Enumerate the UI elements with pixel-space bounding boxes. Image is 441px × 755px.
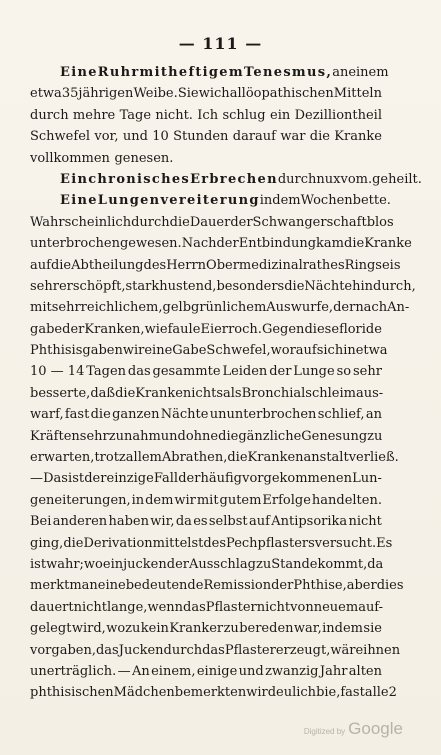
text-line	[30, 533, 393, 554]
word: handelten.	[311, 492, 382, 508]
word: geneiterungen,	[30, 492, 131, 508]
word: war,	[293, 621, 322, 637]
word: genesen.	[114, 150, 174, 166]
word: der	[84, 471, 107, 487]
word: Sie	[177, 86, 199, 102]
word: wich	[198, 86, 230, 102]
word: selbst	[208, 514, 248, 530]
word: —	[30, 471, 43, 487]
word: eine	[97, 578, 126, 594]
word: merkt	[30, 578, 70, 594]
word: auf	[30, 257, 51, 273]
word: Fall	[153, 471, 179, 487]
word: einzige	[106, 471, 154, 487]
word: Herrn	[166, 257, 207, 273]
word: indem	[322, 621, 363, 637]
text-line	[30, 212, 394, 233]
word: durch	[131, 214, 170, 230]
word: mit	[139, 65, 169, 80]
page-number: — 111 —	[178, 34, 263, 53]
word: erschöpft,	[58, 278, 126, 294]
word: nicht.	[155, 107, 193, 123]
word: Kranken,	[84, 321, 145, 337]
word: von	[290, 599, 314, 615]
text-line	[30, 105, 382, 126]
word: besserte,	[30, 385, 91, 401]
word: 10 — 14	[30, 364, 85, 380]
word: gelegt	[30, 621, 72, 637]
text-line	[30, 661, 382, 682]
word: Gegen	[261, 321, 305, 337]
word: und	[238, 663, 264, 679]
text-line	[30, 468, 382, 489]
word: kommt,	[317, 556, 368, 572]
word: ging,	[30, 535, 64, 551]
text-line	[30, 233, 412, 254]
text-line	[30, 83, 382, 104]
word: einem,	[151, 663, 196, 679]
word: Wochenbette.	[300, 193, 391, 209]
word: Eine	[60, 65, 98, 80]
word: der	[62, 321, 85, 337]
word: durch	[163, 642, 203, 658]
word: etwa	[355, 343, 388, 359]
word: allöopathischen	[229, 86, 334, 102]
word: wozu	[106, 621, 141, 637]
word: Abrathen,	[161, 450, 228, 466]
word: wahr;	[46, 556, 84, 572]
word: Ich	[197, 107, 219, 123]
word: Dauer	[189, 214, 231, 230]
word: Stande	[271, 556, 318, 572]
word: und	[160, 428, 186, 444]
word: der	[269, 364, 292, 380]
word: der	[271, 578, 294, 594]
word: so	[336, 364, 352, 380]
word: anderen	[52, 514, 108, 530]
word: sie	[363, 621, 382, 637]
word: Genesung	[301, 428, 368, 444]
word: dauert	[30, 599, 74, 615]
word: Jahr	[319, 663, 348, 679]
word: Nächte	[160, 407, 209, 423]
word: sehr	[30, 278, 59, 294]
word: trotz	[94, 450, 126, 466]
word: sehr	[79, 428, 109, 444]
word: floride	[339, 321, 382, 337]
word: wenn	[147, 599, 184, 615]
word: Jucken	[118, 642, 164, 658]
word: mit	[196, 492, 219, 508]
word: die	[169, 214, 190, 230]
word: wir	[174, 492, 196, 508]
word: erzeugt,	[275, 642, 331, 658]
word: Leiden	[222, 364, 268, 380]
word: Erbrechen	[190, 171, 278, 187]
word: aber	[346, 578, 377, 594]
word: einige	[196, 663, 238, 679]
word: Ruhr	[97, 65, 140, 80]
word: Dezilliontheil	[294, 107, 382, 123]
word: Kranke	[364, 236, 412, 252]
word: gewesen.	[119, 236, 182, 252]
word: worauf	[270, 343, 317, 359]
word: die	[115, 385, 136, 401]
word: nach	[355, 300, 388, 316]
word: das	[202, 642, 225, 658]
word: etwa	[30, 86, 62, 102]
word: 35jährigen	[61, 86, 134, 102]
word: des	[203, 535, 227, 551]
word: dem	[145, 492, 174, 508]
word: Antipsorika	[271, 514, 348, 530]
word: Lun-	[352, 471, 382, 487]
word: reichlichem,	[80, 300, 163, 316]
text-line	[30, 575, 404, 596]
word: bie,	[316, 685, 341, 701]
word: eine	[144, 343, 173, 359]
word: Bei	[30, 514, 52, 530]
word: das	[95, 642, 119, 658]
word: deulich	[267, 685, 317, 701]
word: sehr	[352, 364, 382, 380]
word: sehr	[51, 300, 81, 316]
word: 10	[152, 129, 169, 145]
text-line	[30, 297, 410, 318]
text-line	[30, 511, 382, 532]
word: fast	[64, 407, 90, 423]
word: stark	[125, 278, 160, 294]
word: die	[309, 129, 330, 145]
word: Pechpflasters	[226, 535, 315, 551]
text-line	[30, 319, 382, 340]
word: des	[143, 257, 167, 273]
word: vor,	[94, 129, 119, 145]
word: wir	[246, 685, 268, 701]
word: Nach	[181, 236, 217, 252]
word: gutem	[219, 492, 262, 508]
word: roch.	[228, 321, 262, 337]
word: vollkommen	[30, 150, 110, 166]
word: Phthise,	[293, 578, 347, 594]
word: fast	[340, 685, 365, 701]
word: Remission	[203, 578, 272, 594]
word: neuem	[313, 599, 359, 615]
word: hustend,	[159, 278, 217, 294]
word: auf	[248, 514, 270, 530]
word: wo	[83, 556, 103, 572]
word: allem	[125, 450, 162, 466]
word: hindurch,	[352, 278, 416, 294]
word: Ein	[60, 171, 89, 187]
word: Tage	[119, 107, 152, 123]
word: Lunge	[293, 364, 335, 380]
word: geheilt.	[372, 171, 422, 187]
word: zu	[255, 556, 272, 572]
word: Weibe.	[133, 86, 178, 102]
word: ihnen	[363, 642, 401, 658]
text-line	[30, 404, 382, 425]
word: häufig	[200, 471, 243, 487]
word: dem	[272, 193, 301, 209]
word: nicht	[73, 599, 107, 615]
word: erwarten,	[30, 450, 95, 466]
word: alle	[364, 685, 389, 701]
word: Wahrscheinlich	[30, 214, 132, 230]
word: lange,	[107, 599, 148, 615]
word: die	[63, 535, 84, 551]
word: wie	[144, 321, 168, 337]
word: die	[227, 450, 248, 466]
text-line	[30, 490, 382, 511]
word: Abtheilung	[71, 257, 144, 273]
word: es	[193, 514, 208, 530]
word: diese	[304, 321, 340, 337]
word: das	[127, 364, 151, 380]
word: Entbindung	[238, 236, 317, 252]
word: Kräften	[30, 428, 80, 444]
word: schlief,	[317, 407, 365, 423]
word: auf-	[358, 599, 384, 615]
word: Ringseis	[344, 257, 401, 273]
word: und	[122, 129, 148, 145]
word: durch	[30, 107, 69, 123]
word: Tenesmus,	[243, 65, 333, 80]
word: ein	[270, 107, 291, 123]
text-line	[30, 276, 416, 297]
word: Krankenanstalt	[247, 450, 349, 466]
word: Stunden	[173, 129, 229, 145]
word: Mitteln	[333, 86, 382, 102]
word: zu	[223, 621, 239, 637]
word: die	[50, 257, 72, 273]
word: Kranke	[334, 129, 382, 145]
word: dies	[376, 578, 404, 594]
word: Schwefel	[30, 129, 91, 145]
word: kein	[140, 621, 169, 637]
word: unterbrochen	[30, 236, 120, 252]
word: Schwangerschaft	[252, 214, 367, 230]
word: Erfolge	[262, 492, 311, 508]
word: Das	[43, 471, 68, 487]
word: sich	[316, 343, 344, 359]
word: haben	[108, 514, 149, 530]
word: nichts	[182, 385, 223, 401]
word: Eine	[60, 193, 98, 209]
word: in	[131, 492, 145, 508]
word: phthisischen	[30, 685, 114, 701]
word: bereden	[239, 621, 294, 637]
word: der	[178, 471, 201, 487]
word: 2	[388, 685, 397, 701]
word: bemerkten	[174, 685, 247, 701]
word: Auswurfe,	[266, 300, 334, 316]
word: mit	[30, 300, 52, 316]
word: aus-	[355, 385, 384, 401]
word: unerträglich.	[30, 663, 117, 679]
word: gabe	[30, 321, 63, 337]
watermark-prefix: Digitized by	[303, 727, 346, 736]
word: vorgekommenen	[242, 471, 352, 487]
text-line	[30, 426, 382, 447]
text-line	[30, 255, 401, 276]
word: An	[131, 663, 150, 679]
word: verließ.	[348, 450, 399, 466]
word: ein	[102, 556, 124, 572]
word: in	[343, 343, 356, 359]
body-text	[30, 62, 422, 704]
word: die	[344, 236, 365, 252]
word: Phthisis	[30, 343, 83, 359]
text-line	[30, 682, 397, 703]
text-line	[30, 447, 399, 468]
word: die	[90, 407, 111, 423]
word: alten	[348, 663, 382, 679]
word: Gabe	[172, 343, 207, 359]
digitized-watermark	[304, 719, 403, 739]
word: durch	[277, 171, 317, 187]
word: der	[333, 300, 356, 316]
word: wir	[122, 343, 145, 359]
word: mittelst	[152, 535, 204, 551]
word: Pflaster	[205, 599, 257, 615]
word: juckender	[123, 556, 189, 572]
word: gänzliche	[238, 428, 302, 444]
text-line	[30, 340, 388, 361]
word: faule	[167, 321, 201, 337]
word: Nächte	[304, 278, 353, 294]
word: kam	[316, 236, 344, 252]
word: die	[284, 278, 305, 294]
text-line	[30, 148, 382, 169]
word: wäre	[330, 642, 364, 658]
text-line	[30, 126, 382, 147]
text-line	[30, 169, 422, 190]
word: chronisches	[88, 171, 191, 187]
text-line	[30, 597, 382, 618]
word: da	[367, 556, 384, 572]
text-line	[30, 190, 391, 211]
word: Pflaster	[224, 642, 276, 658]
word: vom.	[340, 171, 373, 187]
word: vorgaben,	[30, 642, 96, 658]
word: gelbgrünlichem	[162, 300, 267, 316]
word: Kranker	[169, 621, 224, 637]
word: nux	[316, 171, 341, 187]
word: darauf	[232, 129, 276, 145]
word: Es	[376, 535, 393, 551]
word: die	[218, 428, 239, 444]
word: Lungenvereiterung	[97, 193, 260, 209]
word: ununterbrochen	[209, 407, 317, 423]
word: das	[183, 599, 206, 615]
word: wir,	[150, 514, 175, 530]
word: ist	[68, 471, 85, 487]
word: Tagen	[86, 364, 127, 380]
word: zunahm	[108, 428, 161, 444]
word: man	[69, 578, 98, 594]
word: —	[117, 663, 131, 679]
word: als	[223, 385, 242, 401]
word: nicht	[348, 514, 382, 530]
text-line	[30, 618, 382, 639]
word: bedeutende	[125, 578, 204, 594]
word: ohne	[185, 428, 219, 444]
word: mehre	[72, 107, 116, 123]
word: wird,	[71, 621, 106, 637]
word: nicht	[256, 599, 291, 615]
word: da	[175, 514, 192, 530]
word: schlug	[222, 107, 266, 123]
text-line	[30, 554, 382, 575]
word: Eier	[200, 321, 229, 337]
word: blos	[366, 214, 394, 230]
word: zu	[367, 428, 383, 444]
word: versucht.	[314, 535, 377, 551]
word: an	[332, 65, 349, 80]
google-logo: Google	[348, 719, 403, 738]
word: zwanzig	[265, 663, 319, 679]
word: gesammte	[152, 364, 221, 380]
word: an	[365, 407, 382, 423]
word: Derivation	[83, 535, 153, 551]
word: war	[280, 129, 306, 145]
word: daß	[90, 385, 116, 401]
word: warf,	[30, 407, 64, 423]
word: der	[230, 214, 253, 230]
word: besonders	[216, 278, 285, 294]
word: heftigem	[168, 65, 244, 80]
text-line	[30, 361, 382, 382]
text-line	[30, 383, 382, 404]
word: ist	[30, 556, 47, 572]
word: gaben	[82, 343, 123, 359]
word: Obermedizinalrathes	[206, 257, 345, 273]
word: An-	[387, 300, 410, 316]
word: ganzen	[112, 407, 160, 423]
text-line	[30, 640, 401, 661]
word: Schwefel,	[206, 343, 271, 359]
word: Kranke	[135, 385, 183, 401]
word: Bronchialschleim	[241, 385, 356, 401]
word: Ausschlag	[188, 556, 256, 572]
word: in	[259, 193, 273, 209]
word: Mädchen	[113, 685, 175, 701]
text-line	[30, 62, 389, 83]
word: einem	[348, 65, 389, 80]
word: der	[216, 236, 239, 252]
